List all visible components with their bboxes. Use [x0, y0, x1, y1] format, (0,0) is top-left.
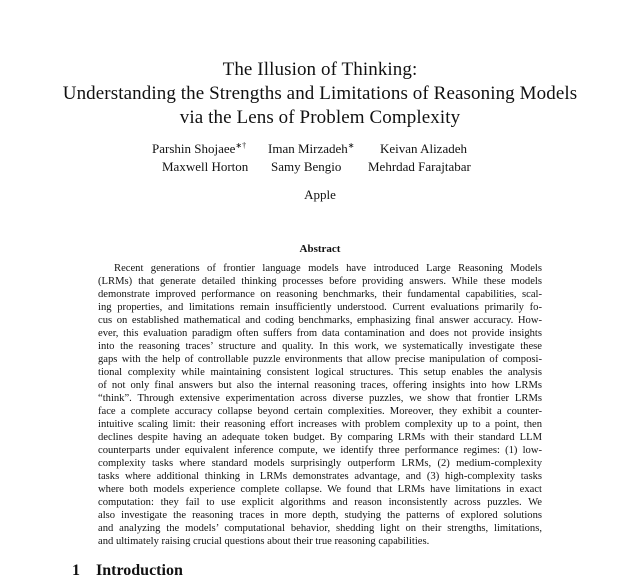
abstract-line: also investigate the reasoning traces in more depth, studying the patterns of explored solutions [98, 510, 542, 521]
section-number: 1 [72, 562, 80, 579]
abstract-line: complexity tasks where standard models surprisingly outperform LRMs, (2) medium-complexity [98, 458, 542, 469]
title-line-1: The Illusion of Thinking: [222, 59, 418, 80]
abstract-line: gaps with the help of controllable puzzle environments that allow precise manipulation of composi- [98, 354, 542, 365]
abstract-line: ever, this evaluation paradigm often suffers from data contamination and does not provide insights [98, 328, 542, 339]
abstract-line: tional complexity while maintaining consistent logical structures. This setup enables the analysis [98, 367, 542, 378]
paper-title [0, 58, 640, 130]
author-name: Parshin Shojaee [152, 141, 236, 156]
author-iman-mirzadeh [268, 140, 354, 158]
abstract-line: face a complete accuracy collapse beyond certain complexities. Moreover, they exhibit a counter- [98, 406, 542, 417]
author-mark: ∗† [235, 141, 247, 150]
abstract-heading: Abstract [299, 243, 341, 255]
author-name: Samy Bengio [271, 159, 342, 174]
author-row-2 [0, 158, 640, 176]
author-row-1 [0, 140, 640, 158]
abstract-line: Recent generations of frontier language models have introduced Large Reasoning Models [114, 263, 542, 274]
author-mehrdad-farajtabar [368, 158, 471, 176]
abstract-line: and analyzing the models’ computational behavior, shedding light on their strengths, limitations, [98, 523, 542, 534]
abstract-line: computation: they fail to use explicit algorithms and reason inconsistently across puzzles. We [98, 497, 542, 508]
abstract-line: demonstrate improved performance on reasoning benchmarks, their fundamental capabilities, scal- [98, 289, 542, 300]
author-maxwell-horton [162, 158, 248, 176]
abstract-line: and ultimately raising crucial questions about their true reasoning capabilities. [98, 536, 430, 547]
abstract-line: counterparts under equivalent inference compute, we identify three performance regimes: (1) low- [98, 445, 542, 456]
abstract-line: tasks where additional thinking in LRMs demonstrates advantage, and (3) high-complexity tasks [98, 471, 542, 482]
abstract-line: cus on established mathematical and coding benchmarks, emphasizing final answer accuracy. How- [98, 315, 542, 326]
section-heading-introduction [72, 560, 183, 582]
abstract-line: (LRMs) that generate detailed thinking processes before providing answers. While these models [98, 276, 542, 287]
title-line-3: via the Lens of Problem Complexity [179, 107, 461, 128]
author-name: Mehrdad Farajtabar [368, 159, 471, 174]
abstract-line: of not only final answers but also the internal reasoning traces, offering insights into how LRMs [98, 380, 542, 391]
section-title: Introduction [96, 562, 183, 579]
author-keivan-alizadeh [380, 140, 467, 158]
author-samy-bengio [271, 158, 341, 176]
abstract-line: intuitive scaling limit: their reasoning effort increases with problem complexity up to a point, then [98, 419, 542, 430]
author-name: Maxwell Horton [162, 159, 249, 174]
author-parshin-shojaee [152, 140, 246, 158]
abstract-line: where both models experience complete collapse. We found that LRMs have limitations in exact [98, 484, 542, 495]
abstract-body [98, 262, 542, 548]
author-mark: ∗ [347, 141, 355, 150]
abstract-line: into the reasoning traces’ structure and quality. In this work, we systematically investigate these [98, 341, 542, 352]
author-name: Iman Mirzadeh [268, 141, 348, 156]
affiliation: Apple [304, 187, 336, 202]
author-name: Keivan Alizadeh [380, 141, 467, 156]
abstract-line: ing properties, and limitations remain insufficiently understood. Current evaluations primarily fo- [98, 302, 542, 313]
author-list [0, 140, 640, 176]
abstract-line: “think”. Through extensive experimentation across diverse puzzles, we show that frontier LRMs [98, 393, 542, 404]
title-line-2: Understanding the Strengths and Limitations of Reasoning Models [62, 83, 578, 104]
abstract-line: declines despite having an adequate token budget. By comparing LRMs with their standard LLM [98, 432, 542, 443]
